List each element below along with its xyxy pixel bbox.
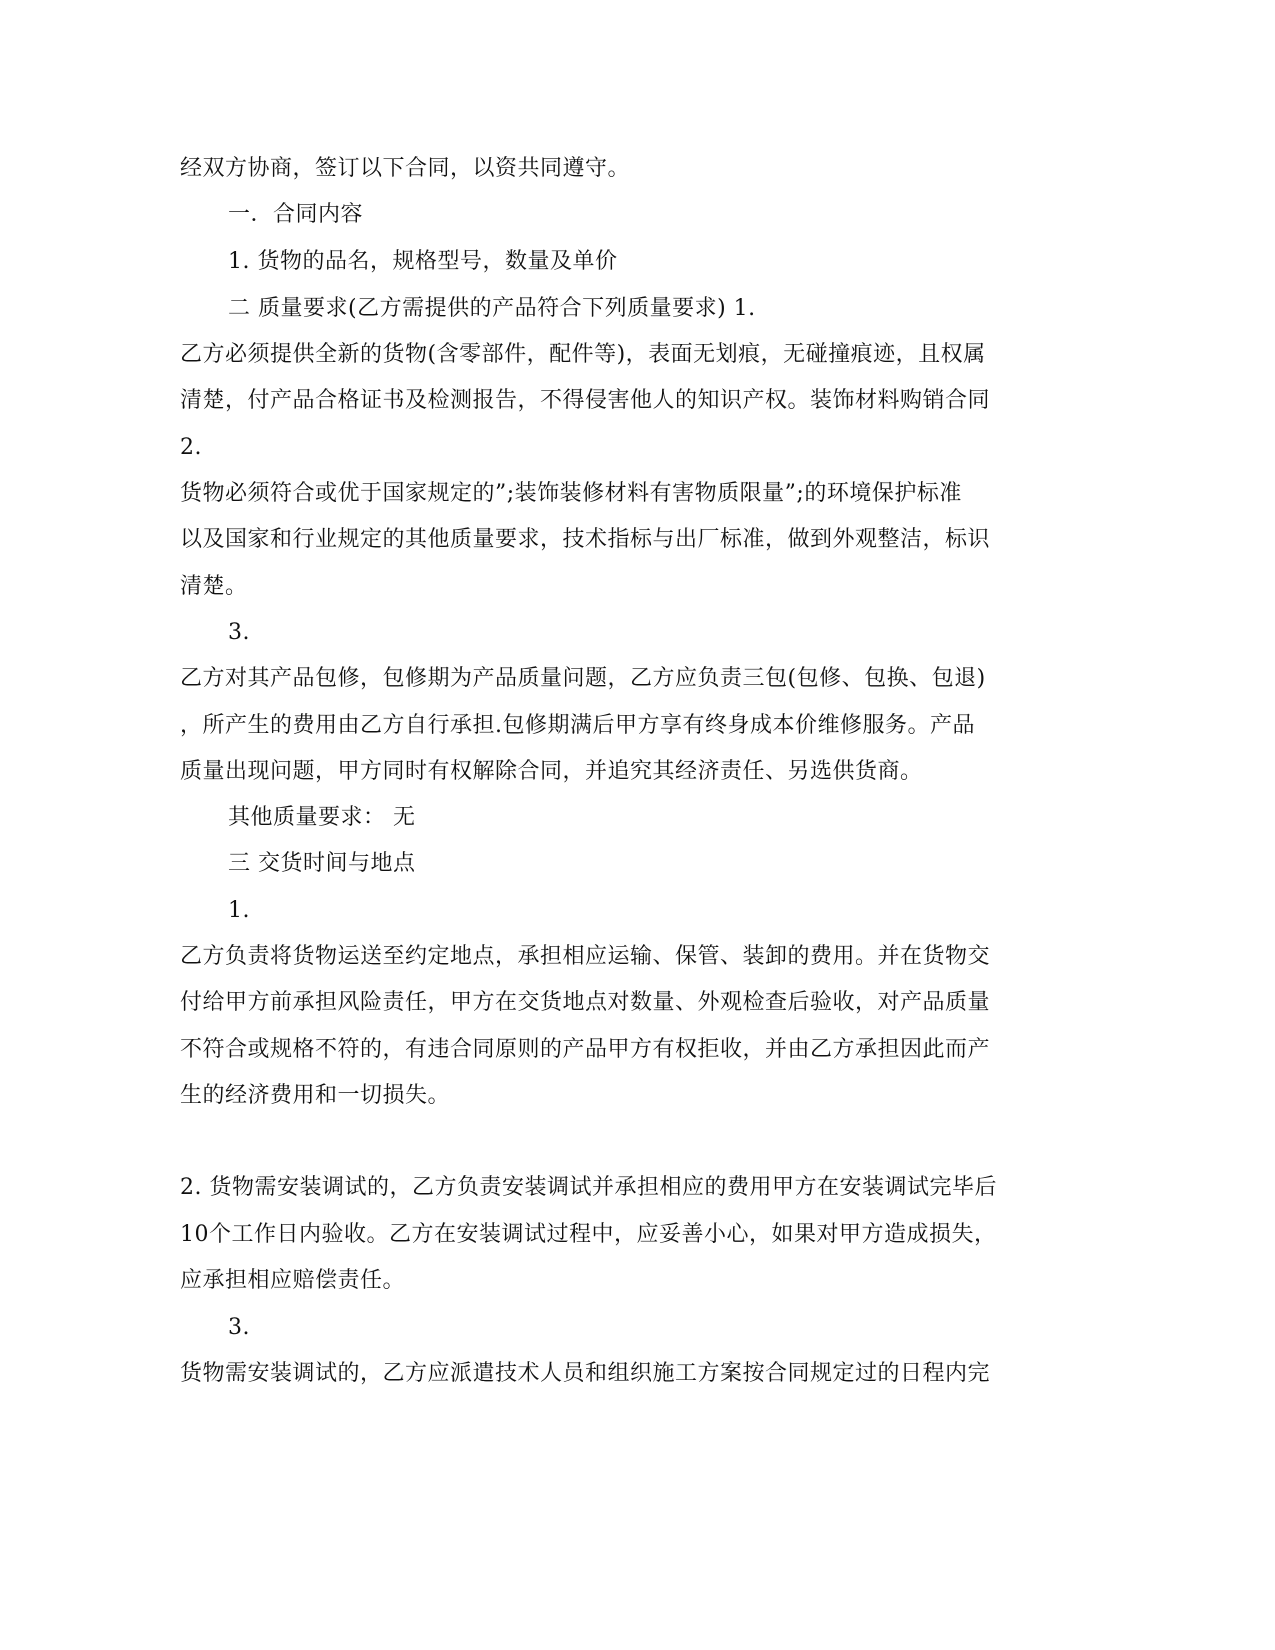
paragraph-line: 货物必须符合或优于国家规定的”;装饰装修材料有害物质限量”;的环境保护标准	[180, 481, 962, 506]
paragraph-line: 清楚。	[180, 574, 248, 599]
paragraph-line: 乙方必须提供全新的货物(含零部件，配件等)，表面无划痕，无碰撞痕迹，且权属	[180, 342, 986, 367]
list-number: 3.	[228, 620, 250, 645]
paragraph-line: 付给甲方前承担风险责任，甲方在交货地点对数量、外观检查后验收，对产品质量	[180, 990, 991, 1015]
paragraph-line: 质量出现问题，甲方同时有权解除合同，并追究其经济责任、另选供货商。	[180, 759, 923, 784]
paragraph-line: 不符合或规格不符的，有违合同原则的产品甲方有权拒收，并由乙方承担因此而产	[180, 1037, 991, 1062]
paragraph-line: 其他质量要求： 无	[228, 805, 416, 830]
paragraph-line: 经双方协商，签订以下合同，以资共同遵守。	[180, 156, 631, 181]
paragraph-line: 清楚，付产品合格证书及检测报告，不得侵害他人的知识产权。装饰材料购销合同	[180, 388, 991, 413]
paragraph-line: 以及国家和行业规定的其他质量要求，技术指标与出厂标准，做到外观整洁，标识	[180, 527, 991, 552]
list-number: 2.	[180, 435, 202, 460]
paragraph-line: 应承担相应赔偿责任。	[180, 1268, 406, 1293]
paragraph-line: 生的经济费用和一切损失。	[180, 1083, 451, 1108]
section-heading: 二 质量要求(乙方需提供的产品符合下列质量要求) 1.	[228, 296, 756, 321]
paragraph-line: 乙方对其产品包修，包修期为产品质量问题，乙方应负责三包(包修、包换、包退)	[180, 666, 986, 691]
list-number: 1.	[228, 898, 250, 923]
paragraph-line: 乙方负责将货物运送至约定地点，承担相应运输、保管、装卸的费用。并在货物交	[180, 944, 991, 969]
paragraph-line: 货物需安装调试的，乙方应派遣技术人员和组织施工方案按合同规定过的日程内完	[180, 1361, 991, 1386]
section-heading: 一．合同内容	[228, 202, 364, 227]
paragraph-line: 2. 货物需安装调试的，乙方负责安装调试并承担相应的费用甲方在安装调试完毕后	[180, 1175, 997, 1200]
list-item: 1. 货物的品名，规格型号，数量及单价	[228, 249, 618, 274]
paragraph-line: ，所产生的费用由乙方自行承担.包修期满后甲方享有终身成本价维修服务。产品	[180, 713, 975, 738]
paragraph-line: 10个工作日内验收。乙方在安装调试过程中，应妥善小心，如果对甲方造成损失，	[180, 1222, 997, 1247]
list-number: 3.	[228, 1315, 250, 1340]
section-heading: 三 交货时间与地点	[228, 851, 416, 876]
